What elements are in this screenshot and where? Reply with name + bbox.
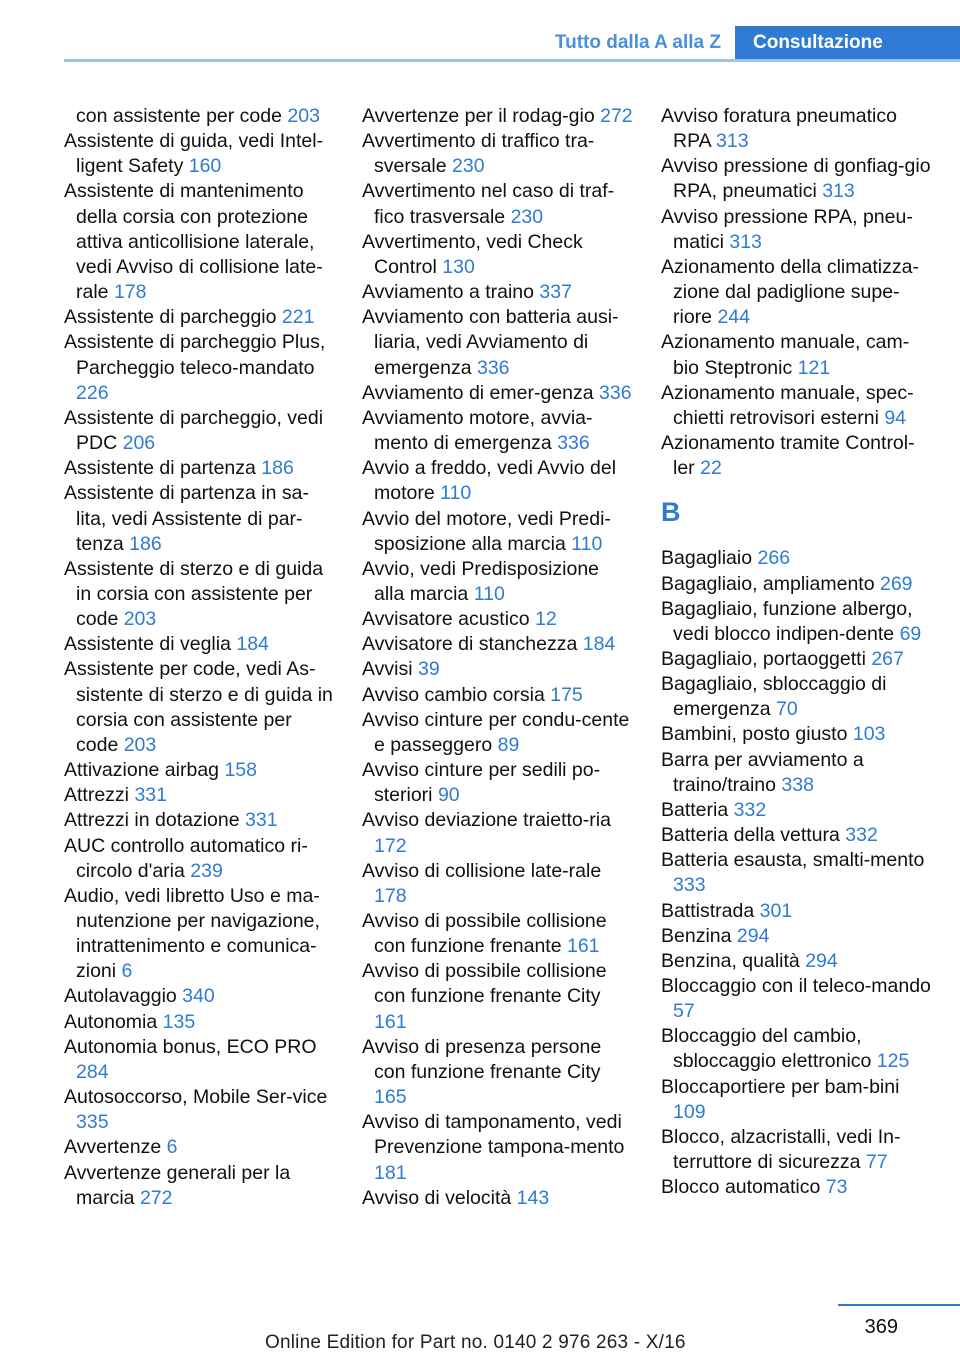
page-link[interactable]: 269 — [879, 572, 913, 595]
entry-text: Assistente di parcheggio, vedi PDC — [64, 406, 324, 455]
index-entry — [661, 848, 933, 898]
entry-text: Avvertimento, vedi Check Control — [362, 230, 583, 278]
page-link[interactable]: 12 — [535, 608, 557, 631]
entry-text: Avvisatore di stanchezza — [362, 633, 583, 656]
entry-text: Autolavaggio — [64, 985, 183, 1008]
index-entry — [661, 597, 933, 647]
index-entry — [661, 672, 933, 722]
index-entry — [64, 406, 336, 456]
entry-text: Bloccaportiere per bam-bini — [661, 1075, 900, 1098]
index-entry — [362, 859, 634, 909]
index-entry — [661, 572, 933, 597]
section-title: Tutto dalla A alla Z — [554, 31, 721, 53]
page-link[interactable]: 110 — [571, 532, 603, 555]
page-link[interactable]: 22 — [700, 457, 722, 480]
page-link[interactable]: 69 — [899, 622, 922, 645]
index-entry — [661, 330, 933, 380]
index-entry — [661, 205, 933, 255]
entry-text: AUC controllo automatico ri-circolo d'aria — [64, 834, 308, 882]
index-entry — [661, 798, 933, 823]
index-entry — [661, 104, 933, 154]
index-entry — [362, 607, 634, 632]
index-entry — [661, 255, 933, 330]
entry-text: Avvio, vedi Predisposizione alla marcia — [362, 557, 600, 605]
page-link[interactable]: 333 — [673, 874, 706, 897]
entry-text: Avviso cambio corsia — [362, 683, 551, 706]
index-entry — [661, 1075, 933, 1125]
page-link[interactable]: 186 — [261, 457, 294, 480]
entry-text: Assistente di veglia — [64, 633, 237, 656]
index-entry — [64, 179, 336, 305]
entry-text: Avviamento di emer-genza — [362, 381, 600, 404]
index-entry — [362, 129, 634, 179]
page-link[interactable]: 125 — [876, 1050, 910, 1073]
page-link[interactable]: 165 — [374, 1086, 407, 1109]
entry-text: Assistente di mantenimento della corsia con protezione attiva anticollisione laterale, vedi Avviso di collisione late-rale — [64, 180, 323, 304]
page-link[interactable]: 337 — [539, 281, 572, 304]
index-entry — [362, 280, 634, 305]
index-column-3 — [661, 104, 933, 1200]
entry-text: con assistente per code — [76, 105, 288, 127]
page-link[interactable]: 338 — [781, 773, 814, 796]
index-entry — [362, 657, 634, 682]
entry-text: Avviso di collisione late-rale — [362, 859, 602, 882]
entry-text: Bloccaggio con il teleco-mando — [661, 975, 931, 997]
entry-text: Avviso di possibile collisione con funzione frenante — [362, 910, 607, 958]
index-entry — [362, 305, 634, 380]
page-link[interactable]: 221 — [281, 306, 315, 329]
page-link[interactable]: 230 — [452, 155, 485, 178]
page-link[interactable]: 6 — [121, 960, 133, 983]
index-entry — [64, 557, 336, 632]
edition-note: Online Edition for Part no. 0140 2 976 263 - X/16 — [265, 1332, 686, 1353]
page-link[interactable]: 143 — [516, 1186, 550, 1209]
index-entry — [362, 1186, 634, 1211]
entry-text: Assistente per code, vedi As-sistente di sterzo e di guida in corsia con assistente per code — [64, 658, 333, 756]
page-link[interactable]: 244 — [717, 306, 750, 329]
page-link[interactable]: 110 — [440, 482, 472, 505]
entry-text: Avviso cinture per condu-cente e passeggero — [362, 708, 630, 756]
index-entry — [661, 748, 933, 798]
index-entry — [64, 1135, 336, 1160]
page-link[interactable]: 57 — [673, 1000, 695, 1023]
index-entry — [64, 984, 336, 1009]
entry-text: Bagagliaio, sbloccaggio di emergenza — [661, 673, 887, 721]
entry-text: Bagagliaio, portaoggetti — [661, 647, 872, 670]
entry-text: Attrezzi — [64, 784, 135, 807]
index-entry — [661, 1024, 933, 1074]
page-link[interactable]: 39 — [418, 658, 440, 681]
footer-divider — [838, 1304, 960, 1306]
index-entry — [64, 1010, 336, 1035]
index-entry — [362, 632, 634, 657]
entry-text: Avvertimento nel caso di traf-fico trasversale — [362, 180, 615, 228]
page-link[interactable]: 184 — [236, 633, 269, 656]
index-entry — [362, 808, 634, 858]
index-entry — [661, 546, 933, 571]
index-entry — [362, 507, 634, 557]
entry-text: Avviamento motore, avvia-mento di emergenza — [362, 406, 593, 455]
page-link[interactable]: 332 — [845, 824, 878, 847]
entry-text: Avvertimento di traffico tra-sversale — [362, 130, 595, 178]
index-entry — [362, 708, 634, 758]
page-link[interactable]: 172 — [374, 834, 407, 857]
entry-text: Avvertenze generali per la marcia — [64, 1161, 291, 1209]
index-entry — [64, 1085, 336, 1135]
page-link[interactable]: 239 — [190, 859, 223, 882]
page-link[interactable]: 284 — [76, 1060, 109, 1083]
page-link[interactable]: 109 — [673, 1100, 706, 1123]
entry-text: Avvisatore acustico — [362, 608, 536, 631]
entry-text: Bagagliaio, funzione albergo, vedi blocco indipen-dente — [661, 597, 913, 645]
page-link[interactable]: 186 — [129, 532, 162, 555]
page-link[interactable]: 77 — [865, 1151, 888, 1174]
index-entry — [64, 1035, 336, 1085]
index-entry — [362, 909, 634, 959]
entry-text: Avviso deviazione traietto-ria — [362, 809, 611, 832]
index-entry — [661, 381, 933, 431]
index-entry — [661, 1175, 933, 1200]
entry-text: Attivazione airbag — [64, 759, 225, 782]
index-entry — [64, 834, 336, 884]
entry-text: Azionamento della climatizza-zione dal padiglione supe-riore — [661, 255, 919, 329]
entry-text: Blocco, alzacristalli, vedi In-terruttore di sicurezza — [661, 1125, 901, 1174]
entry-text: Barra per avviamento a traino/traino — [661, 748, 864, 796]
index-entry — [661, 722, 933, 747]
entry-text: Avvio a freddo, vedi Avvio del motore — [362, 457, 617, 505]
page-link[interactable]: 203 — [287, 105, 320, 127]
page-link[interactable]: 161 — [374, 1010, 407, 1033]
index-entry — [64, 481, 336, 556]
page-link[interactable]: 340 — [182, 985, 215, 1008]
entry-text: Avviso foratura pneumatico RPA — [661, 105, 897, 153]
page-link[interactable]: 335 — [76, 1111, 109, 1134]
page-link[interactable]: 313 — [716, 130, 749, 153]
entry-text: Batteria esausta, smalti-mento — [661, 849, 925, 872]
index-entry — [64, 1161, 336, 1211]
index-entry — [64, 129, 336, 179]
entry-text: Autonomia — [64, 1010, 163, 1033]
index-entry — [362, 381, 634, 406]
index-entry — [64, 657, 336, 758]
page-link[interactable]: 73 — [825, 1176, 848, 1199]
index-entry — [661, 823, 933, 848]
entry-text: Avviso pressione di gonfiag-gio RPA, pneumatici — [661, 155, 931, 203]
page-link[interactable]: 103 — [852, 723, 886, 746]
index-column-2 — [362, 104, 634, 1211]
index-entry — [661, 899, 933, 924]
index-entry — [661, 924, 933, 949]
page-link[interactable]: 110 — [473, 582, 505, 605]
entry-text: Benzina — [661, 924, 737, 947]
page-link[interactable]: 70 — [775, 698, 798, 721]
entry-text: Azionamento tramite Control-ler — [661, 432, 915, 480]
page-link[interactable]: 130 — [442, 255, 475, 278]
index-entry — [362, 406, 634, 456]
page-link[interactable]: 158 — [224, 759, 257, 782]
entry-text: Battistrada — [661, 899, 760, 922]
entry-text: Avvio del motore, vedi Predi-sposizione alla marcia — [362, 507, 611, 555]
header-divider — [64, 59, 960, 62]
index-entry — [64, 758, 336, 783]
index-entry — [362, 1035, 634, 1110]
entry-text: Assistente di parcheggio Plus, Parcheggio teleco-mandato — [64, 331, 326, 379]
page-link[interactable]: 331 — [245, 809, 278, 832]
index-entry — [64, 104, 336, 129]
entry-text: Assistente di partenza in sa-lita, vedi Assistente di par-tenza — [64, 482, 309, 555]
page-link[interactable]: 203 — [123, 608, 157, 631]
entry-text: Autonomia bonus, ECO PRO — [64, 1035, 317, 1058]
index-letter-heading: B — [661, 497, 681, 528]
page-link[interactable]: 178 — [113, 281, 147, 304]
page-link[interactable]: 294 — [805, 949, 838, 972]
entry-text: Avviso cinture per sedili po-steriori — [362, 759, 601, 807]
page-link[interactable]: 90 — [437, 784, 460, 807]
entry-text: Assistente di parcheggio — [64, 306, 282, 329]
entry-text: Blocco automatico — [661, 1176, 826, 1199]
entry-text: Avviso di tamponamento, vedi Prevenzione tampona-mento — [362, 1111, 625, 1159]
page-link[interactable]: 266 — [757, 547, 791, 570]
page-link[interactable]: 206 — [122, 432, 156, 455]
page-link[interactable]: 336 — [599, 381, 632, 404]
entry-text: Audio, vedi libretto Uso e ma-nutenzione per navigazione, intrattenimento e comunica-zioni — [64, 884, 320, 983]
index-entry — [362, 557, 634, 607]
entry-text: Avviso di velocità — [362, 1186, 517, 1209]
page-link[interactable]: 336 — [476, 356, 510, 379]
index-entry — [362, 758, 634, 808]
entry-text: Avvisi — [362, 658, 418, 681]
page-link[interactable]: 203 — [123, 733, 157, 756]
page-link[interactable]: 230 — [510, 205, 544, 228]
index-entry — [661, 1125, 933, 1175]
page-link[interactable]: 267 — [871, 647, 904, 670]
index-entry — [362, 456, 634, 506]
index-entry — [64, 884, 336, 985]
index-entry — [661, 431, 933, 481]
index-entry — [362, 230, 634, 280]
index-entry — [64, 305, 336, 330]
index-entry — [64, 632, 336, 657]
index-entry — [64, 456, 336, 481]
index-entry — [64, 783, 336, 808]
page-link[interactable]: 160 — [188, 155, 222, 178]
entry-text: Azionamento manuale, spec-chietti retrovisori esterni — [661, 381, 914, 429]
index-column-1 — [64, 104, 336, 1211]
entry-text: Avviso di possibile collisione con funzione frenante City — [362, 960, 607, 1008]
entry-text: Azionamento manuale, cam-bio Steptronic — [661, 331, 910, 379]
page-link[interactable]: 6 — [166, 1136, 178, 1159]
page-link[interactable]: 89 — [497, 733, 520, 756]
index-entry — [362, 959, 634, 1034]
page-link[interactable]: 94 — [884, 406, 907, 429]
entry-text: Avviso di presenza persone con funzione frenante City — [362, 1035, 602, 1083]
page-link[interactable]: 121 — [797, 356, 831, 379]
page-link[interactable]: 294 — [736, 924, 770, 947]
page-number: 369 — [864, 1316, 898, 1338]
page-link[interactable]: 336 — [557, 432, 590, 455]
index-entry — [362, 683, 634, 708]
entry-text: Avviso pressione RPA, pneu-matici — [661, 205, 913, 253]
page-header — [0, 0, 960, 62]
entry-text: Avviamento con batteria ausi-liaria, vedi Avviamento di emergenza — [362, 306, 619, 379]
page-link[interactable]: 135 — [162, 1010, 196, 1033]
page-link[interactable]: 181 — [374, 1161, 407, 1184]
entry-text: Batteria — [661, 798, 734, 821]
page-link[interactable]: 175 — [550, 683, 583, 706]
index-entry — [362, 179, 634, 229]
index-entry — [661, 974, 933, 1024]
chapter-tab[interactable]: Consultazione — [735, 26, 960, 59]
entry-text: Bambini, posto giusto — [661, 723, 853, 746]
index-entry — [661, 154, 933, 204]
page-link[interactable]: 226 — [76, 381, 109, 404]
entry-text: Bagagliaio — [661, 547, 758, 570]
page-link[interactable]: 313 — [822, 180, 855, 203]
index-entry — [64, 330, 336, 405]
entry-text: Benzina, qualità — [661, 949, 806, 972]
page-link[interactable]: 301 — [759, 899, 793, 922]
page-link[interactable]: 313 — [729, 230, 762, 253]
entry-text: Assistente di partenza — [64, 457, 262, 480]
page-link[interactable]: 331 — [134, 784, 167, 807]
page-link[interactable]: 161 — [566, 935, 600, 958]
page-link[interactable]: 332 — [733, 798, 767, 821]
entry-text: Bloccaggio del cambio, sbloccaggio elettronico — [661, 1025, 877, 1073]
entry-text: Autosoccorso, Mobile Ser-vice — [64, 1086, 328, 1109]
page-link[interactable]: 272 — [600, 105, 633, 127]
index-entry — [362, 1110, 634, 1185]
entry-text: Avvertenze per il rodag-gio — [362, 105, 601, 127]
entry-text: Avvertenze — [64, 1136, 167, 1159]
page-link[interactable]: 272 — [139, 1186, 173, 1209]
entry-text: Batteria della vettura — [661, 824, 846, 847]
entry-text: Avviamento a traino — [362, 281, 540, 304]
entry-text: Assistente di guida, vedi Intel-ligent Safety — [64, 130, 324, 178]
index-entry — [661, 949, 933, 974]
entry-text: Bagagliaio, ampliamento — [661, 572, 880, 595]
page-link[interactable]: 178 — [374, 884, 407, 907]
entry-text: Attrezzi in dotazione — [64, 809, 246, 832]
index-entry — [64, 808, 336, 833]
index-entry — [362, 104, 634, 129]
entry-text: Assistente di sterzo e di guida in corsia con assistente per code — [64, 557, 324, 631]
page-link[interactable]: 184 — [582, 633, 616, 656]
index-entry — [661, 647, 933, 672]
